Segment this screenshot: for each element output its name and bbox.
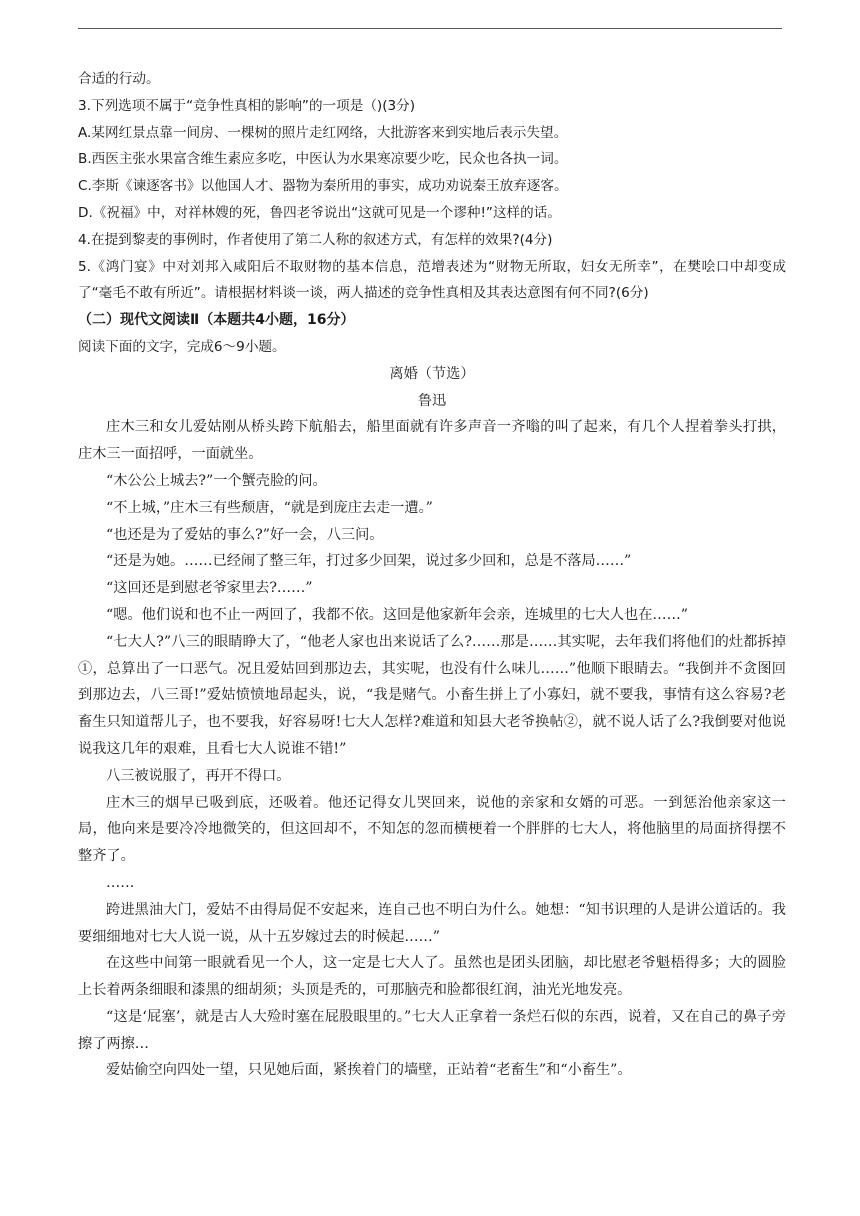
article-paragraph: “嗯。他们说和也不止一两回了，我都不依。这回是他家新年会亲，连城里的七大人也在……” bbox=[106, 606, 689, 623]
article-paragraph: 庄木三和女儿爱姑刚从桥头跨下航船去，船里面就有许多声音一齐嗡的叫了起来，有几个人捏着拳头打拱，庄木三一面招呼，一面就坐。 bbox=[78, 419, 786, 463]
question-4: 4.在提到黎麦的事例时，作者使用了第二人称的叙述方式，有怎样的效果?(4分) bbox=[78, 231, 553, 248]
document-body bbox=[78, 66, 786, 1084]
article-ellipsis: …… bbox=[106, 874, 135, 891]
article-paragraph: 爱姑偷空向四处一望，只见她后面，紧挨着门的墙壁，正站着“老畜生”和“小畜生”。 bbox=[106, 1062, 632, 1079]
question-3-option-a: A.某网红景点靠一间房、一棵树的照片走红网络，大批游客来到实地后表示失望。 bbox=[78, 124, 568, 141]
article-paragraph: “七大人?”八三的眼睛睁大了，“他老人家也出来说话了么?……那是……其实呢，去年我们将他们的灶都拆掉①，总算出了一口恶气。况且爱姑回到那边去，其实呢，也没有什么味儿……”他顺下眼睛去。“我倒并不贪图回到那边去，八三哥!”爱姑愤愤地昂起头，说，“我是赌气。小畜生拼上了小寡妇，就不要我，事情有这么容易?老畜生只知道帮儿子，也不要我，好容易呀!七大人怎样?难道和知县大老爷换帖②，就不说人话了么?我倒要对他说说我这几年的艰难，且看七大人说谁不错!” bbox=[78, 633, 786, 757]
article-paragraph: “这是‘屁塞’，就是古人大殓时塞在屁股眼里的。”七大人正拿着一条烂石似的东西，说着，又在自己的鼻子旁擦了两擦… bbox=[78, 1008, 786, 1052]
question-3-option-b: B.西医主张水果富含维生素应多吃，中医认为水果寒凉要少吃，民众也各执一词。 bbox=[78, 151, 568, 168]
article-paragraph: “也还是为了爱姑的事么?”好一会，八三问。 bbox=[106, 526, 384, 543]
header-divider bbox=[78, 28, 782, 29]
section-heading: （二）现代文阅读Ⅱ（本题共4小题，16分） bbox=[78, 312, 355, 329]
article-paragraph: 在这些中间第一眼就看见一个人，这一定是七大人了。虽然也是团头团脑，却比慰老爷魁梧得多；大的圆脸上长着两条细眼和漆黑的细胡须；头顶是秃的，可那脑壳和脸都很红润，油光光地发亮。 bbox=[78, 955, 786, 999]
article-author: 鲁迅 bbox=[417, 392, 447, 409]
continuation-text: 合适的行动。 bbox=[78, 71, 160, 87]
question-3-option-d: D.《祝福》中，对祥林嫂的死，鲁四老爷说出“这就可见是一个谬种!”这样的话。 bbox=[78, 204, 561, 221]
section-instruction: 阅读下面的文字，完成6～9小题。 bbox=[78, 338, 286, 355]
article-title: 离婚（节选） bbox=[389, 365, 475, 382]
question-5: 5.《鸿门宴》中对刘邦入咸阳后不取财物的基本信息，范增表述为“财物无所取，妇女无所幸”，在樊哙口中却变成了“毫毛不敢有所近”。请根据材料谈一谈，两人描述的竞争性真相及其表达意图有何不同?(6分) bbox=[78, 258, 786, 302]
article-paragraph: “还是为她。……已经闹了整三年，打过多少回架，说过多少回和，总是不落局……” bbox=[106, 553, 632, 570]
article-paragraph: 庄木三的烟早已吸到底，还吸着。他还记得女儿哭回来，说他的亲家和女婿的可恶。一到惩治他亲家这一局，他向来是要冷冷地微笑的，但这回却不，不知怎的忽而横梗着一个胖胖的七大人，将他脑里的局面挤得摆不整齐了。 bbox=[78, 794, 786, 865]
article-paragraph: “不上城，”庄木三有些颓唐，“就是到庞庄去走一遭。” bbox=[106, 499, 433, 516]
article-paragraph: 八三被说服了，再开不得口。 bbox=[106, 767, 291, 784]
question-3-stem: 3.下列选项不属于“竞争性真相的影响”的一项是（)(3分) bbox=[78, 97, 416, 114]
article-paragraph: “这回还是到慰老爷家里去?……” bbox=[106, 580, 313, 597]
article-paragraph: 跨进黑油大门，爱姑不由得局促不安起来，连自己也不明白为什么。她想：“知书识理的人是讲公道话的。我要细细地对七大人说一说，从十五岁嫁过去的时候起……” bbox=[78, 901, 786, 945]
article-paragraph: “木公公上城去?”一个蟹壳脸的问。 bbox=[106, 472, 327, 489]
question-3-option-c: C.李斯《谏逐客书》以他国人才、器物为秦所用的事实，成功劝说秦王放弃逐客。 bbox=[78, 178, 568, 195]
